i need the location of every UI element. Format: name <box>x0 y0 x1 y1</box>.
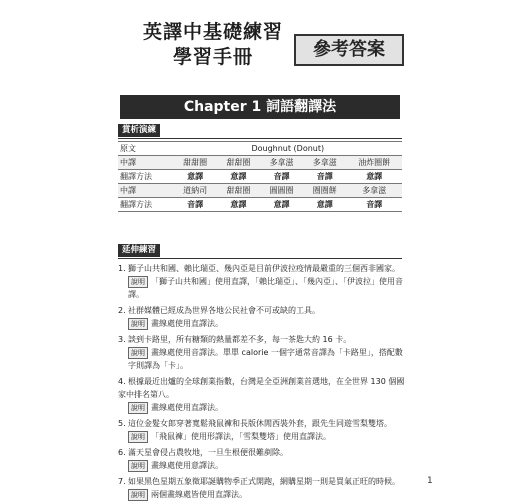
source-row <box>118 142 402 156</box>
translation-label: 中譯 <box>118 156 174 170</box>
translation-cell: 甜甜圈 <box>217 156 260 170</box>
explanation-text: 畫線處使用直譯法。 <box>151 403 223 412</box>
explanation-label: 說明 <box>128 402 148 414</box>
title-block <box>0 8 520 98</box>
translation-label: 中譯 <box>118 184 174 198</box>
explanation-label: 說明 <box>128 276 148 288</box>
method-cell: 音譯 <box>303 170 346 184</box>
explanation-label: 說明 <box>128 431 148 443</box>
book-title <box>138 20 288 70</box>
explanation-label: 說明 <box>128 460 148 472</box>
translation-cell: 油炸圈餅 <box>346 156 402 170</box>
exercise-item <box>118 262 408 301</box>
explanation-text: 畫線處使用音譯法。單單 calorie 一個字通常音譯為「卡路里」，搭配數字則譯為「卡」。 <box>128 348 403 370</box>
translation-cell: 甜甜圈 <box>174 156 217 170</box>
method-row <box>118 170 402 184</box>
method-cell: 意譯 <box>260 198 303 212</box>
translation-cell: 多拿滋 <box>303 156 346 170</box>
method-cell: 音譯 <box>346 198 402 212</box>
exercise-sentence: 社群媒體已經成為世界各地公民社會不可或缺的工具。 <box>128 306 320 315</box>
exercise-sentence: 滿天星會侵占農牧地，一旦生根便很難剷除。 <box>128 448 288 457</box>
translation-analysis-table <box>118 141 402 212</box>
section-divider <box>118 138 402 139</box>
exercise-sentence: 談到卡路里，所有糖類的熱量都差不多，每一茶匙大約 16 卡。 <box>128 335 352 344</box>
exercise-item <box>118 375 408 414</box>
exercise-sentence: 如果黑色星期五象徵耶誕購物季正式開跑，網購星期一則是買氣正旺的時候。 <box>128 477 400 486</box>
method-cell: 意譯 <box>303 198 346 212</box>
translation-cell: 道納司 <box>174 184 217 198</box>
extension-section-tag: 延伸練習 <box>118 244 160 257</box>
answer-key-badge: 參考答案 <box>294 34 404 66</box>
method-row <box>118 198 402 212</box>
translation-cell: 圓圓圈 <box>260 184 303 198</box>
method-cell: 意譯 <box>346 170 402 184</box>
translation-row <box>118 156 402 170</box>
method-cell: 音譯 <box>174 198 217 212</box>
explanation <box>118 488 408 501</box>
explanation <box>118 459 408 472</box>
exercise-number: 5. <box>118 419 126 428</box>
explanation <box>118 275 408 301</box>
explanation <box>118 401 408 414</box>
explanation-text: 「飛鼠褲」使用形譯法，「雪梨雙塔」使用直譯法。 <box>151 432 331 441</box>
source-label: 原文 <box>118 142 174 156</box>
translation-cell: 多拿滋 <box>260 156 303 170</box>
explanation <box>118 430 408 443</box>
explanation-text: 畫線處使用直譯法。 <box>151 319 223 328</box>
analysis-section-tag: 賞析演練 <box>118 124 160 137</box>
explanation-label: 說明 <box>128 318 148 330</box>
exercise-list <box>118 262 408 504</box>
translation-cell: 圈圈餅 <box>303 184 346 198</box>
exercise-sentence: 根據最近出爐的全球創業指數，台灣是全亞洲創業首選地，在全世界 130 個國家中排名第八。 <box>118 377 405 399</box>
exercise-number: 3. <box>118 335 126 344</box>
exercise-item <box>118 304 408 330</box>
translation-cell: 甜甜圈 <box>217 184 260 198</box>
method-cell: 音譯 <box>260 170 303 184</box>
exercise-number: 6. <box>118 448 126 457</box>
method-label: 翻譯方法 <box>118 170 174 184</box>
method-cell: 意譯 <box>217 170 260 184</box>
explanation-label: 說明 <box>128 489 148 501</box>
exercise-sentence: 這位金髮女郎穿著寬鬆飛鼠褲和長版休閒西裝外套，跟先生同遊雪梨雙塔。 <box>128 419 392 428</box>
exercise-number: 2. <box>118 306 126 315</box>
explanation-text: 「獅子山共和國」使用直譯，「賴比瑞亞」、「幾內亞」、「伊波拉」使用音譯。 <box>128 277 403 299</box>
explanation-text: 兩個畫線處皆使用直譯法。 <box>151 490 247 499</box>
exercise-item <box>118 417 408 443</box>
method-cell: 意譯 <box>217 198 260 212</box>
exercise-item <box>118 333 408 372</box>
book-title-line2: 學習手冊 <box>172 46 253 68</box>
exercise-sentence: 獅子山共和國、賴比瑞亞、幾內亞是目前伊波拉疫情最嚴重的三個西非國家。 <box>128 264 400 273</box>
exercise-number: 1. <box>118 264 126 273</box>
exercise-number: 7. <box>118 477 126 486</box>
book-title-line1: 英譯中基礎練習 <box>142 21 283 43</box>
method-cell: 意譯 <box>174 170 217 184</box>
translation-row <box>118 184 402 198</box>
explanation-text: 畫線處使用意譯法。 <box>151 461 223 470</box>
explanation <box>118 317 408 330</box>
translation-cell: 多拿滋 <box>346 184 402 198</box>
exercise-number: 4. <box>118 377 126 386</box>
section-divider <box>118 258 402 259</box>
page-number: 1 <box>427 476 433 486</box>
source-word: Doughnut (Donut) <box>174 142 402 156</box>
explanation-label: 說明 <box>128 347 148 359</box>
explanation <box>118 346 408 372</box>
method-label: 翻譯方法 <box>118 198 174 212</box>
exercise-item <box>118 475 408 501</box>
exercise-item <box>118 446 408 472</box>
chapter-title-bar: Chapter 1 詞語翻譯法 <box>120 95 400 119</box>
